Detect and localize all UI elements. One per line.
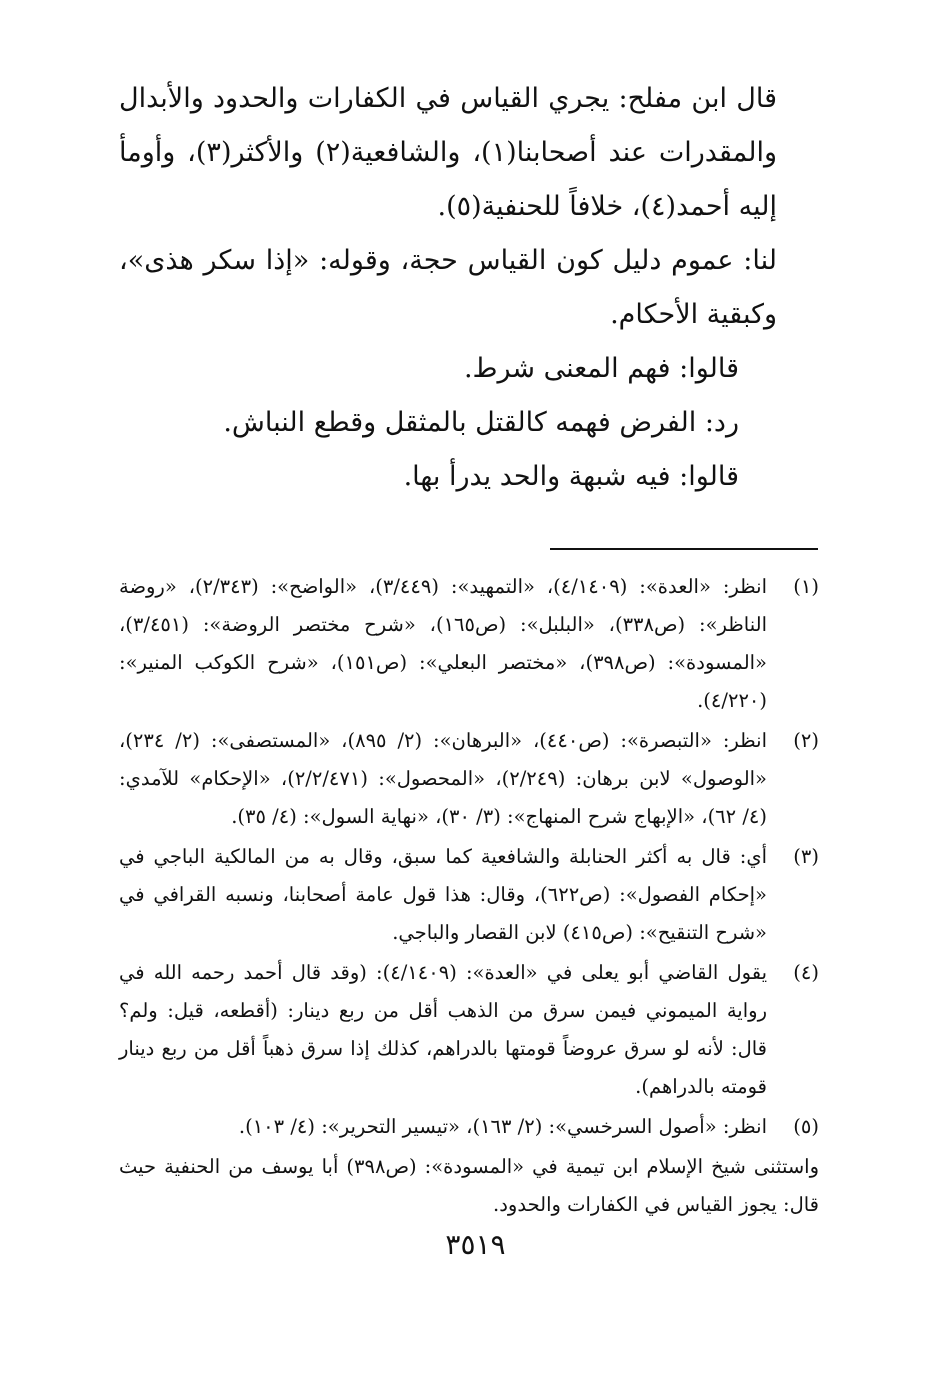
page-number: ٣٥١٩ — [445, 1228, 506, 1261]
footnote-3 — [119, 838, 819, 952]
footnote-number: (٥) — [793, 1115, 819, 1138]
footnote-number: (٤) — [793, 961, 819, 984]
footnote-5 — [119, 1108, 819, 1146]
paragraph-3: قالوا: فهم المعنى شرط. — [463, 353, 739, 384]
footnote-number: (٢) — [793, 729, 819, 752]
footnote-separator — [550, 548, 818, 550]
footnote-number: (١) — [793, 575, 819, 598]
footnote-number: (٣) — [793, 845, 819, 868]
main-text — [119, 72, 819, 504]
footnote-1 — [119, 568, 819, 720]
paragraph-4: رد: الفرض فهمه كالقتل بالمثقل وقطع النباش. — [223, 407, 739, 438]
paragraph-2: لنا: عموم دليل كون القياس حجة، وقوله: «إذا سكر هذى»، وكبقية الأحكام. — [119, 245, 777, 330]
footnote-5-continuation: واستثنى شيخ الإسلام ابن تيمية في «المسودة»: (ص٣٩٨) أبا يوسف من الحنفية حيث قال: يجوز القياس في الكفارات والحدود. — [119, 1155, 820, 1216]
footnotes — [119, 568, 819, 1224]
footnote-2 — [119, 722, 819, 836]
footnote-text: يقول القاضي أبو يعلى في «العدة»: (٤/١٤٠٩): (وقد قال أحمد رحمه الله في رواية الميموني فيمن سرق من الذهب أقل من ربع دينار: (أقطعه، قيل: ولم؟ قال: لأنه لو سرق عروضاً قومتها بالدراهم، كذلك إذا سرق ذهباً أقل من ربع دينار قومته بالدراهم). — [119, 961, 768, 1098]
footnote-text: انظر: «التبصرة»: (ص٤٤٠)، «البرهان»: (٢/ ٨٩٥)، «المستصفى»: (٢/ ٢٣٤)، «الوصول» لابن برهان: (٢/٢٤٩)، «المحصول»: (٢/٢/٤٧١)، «الإحكام» للآمدي: (٤/ ٦٢)، «الإبهاج شرح المنهاج»: (٣/ ٣٠)، «نهاية السول»: (٤/ ٣٥). — [119, 729, 767, 828]
paragraph-1: قال ابن مفلح: يجري القياس في الكفارات والحدود والأبدال والمقدرات عند أصحابنا(١)، والشافعية(٢) والأكثر(٣)، وأومأ إليه أحمد(٤)، خلافاً للحنفية(٥). — [119, 83, 778, 222]
footnote-4 — [119, 954, 819, 1106]
footnote-text: أي: قال به أكثر الحنابلة والشافعية كما سبق، وقال به من المالكية الباجي في «إحكام الفصول»: (ص٦٢٢)، وقال: هذا قول عامة أصحابنا، ونسبه القرافي في «شرح التنقيح»: (ص٤١٥) لابن القصار والباجي. — [119, 845, 767, 944]
paragraph-5: قالوا: فيه شبهة والحد يدرأ بها. — [403, 461, 739, 492]
footnote-text: انظر: «أصول السرخسي»: (٢/ ١٦٣)، «تيسير التحرير»: (٤/ ١٠٣). — [238, 1115, 767, 1138]
footnote-text: انظر: «العدة»: (٤/١٤٠٩)، «التمهيد»: (٣/٤٤٩)، «الواضح»: (٢/٣٤٣)، «روضة الناظر»: (ص٣٣٨)، «البلبل»: (ص١٦٥)، «شرح مختصر الروضة»: (٣/٤٥١)، «المسودة»: (ص٣٩٨)، «مختصر البعلي»: (ص١٥١)، «شرح الكوكب المنير»: (٤/٢٢٠). — [119, 575, 767, 712]
